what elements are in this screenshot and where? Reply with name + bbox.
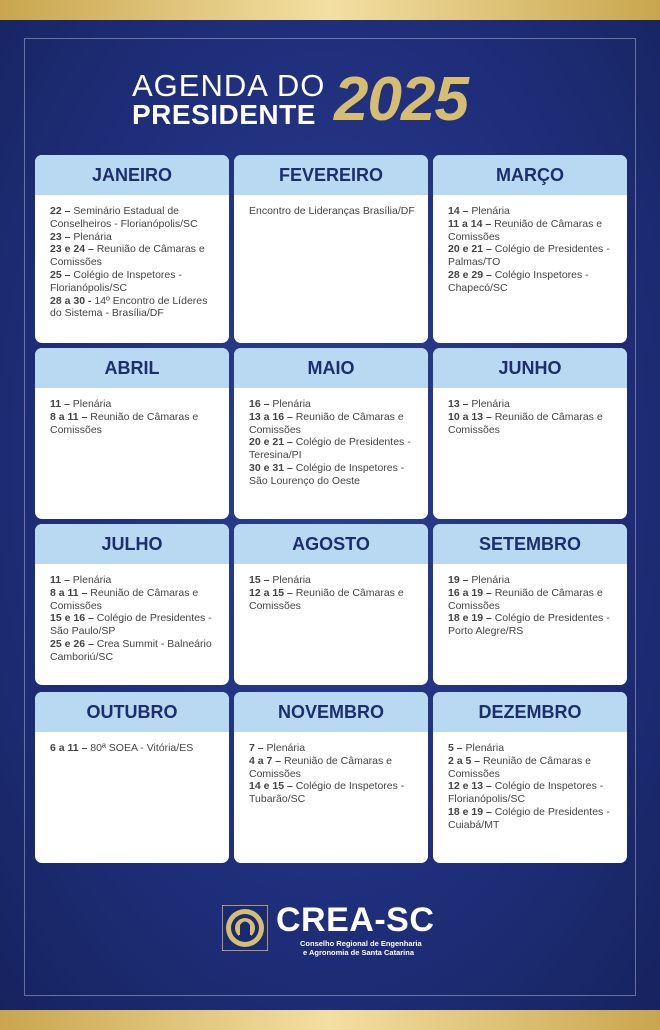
- event-description: 14º Encontro de Líderes do Sistema - Brasília/DF: [50, 294, 208, 320]
- event-entry: [448, 205, 619, 218]
- event-entry: [448, 398, 619, 411]
- event-entry: [249, 462, 420, 488]
- month-card-fevereiro: [234, 155, 428, 343]
- event-description: Plenária: [468, 205, 510, 217]
- month-card-setembro: [433, 524, 627, 685]
- event-entry: [50, 231, 221, 244]
- month-title: MAIO: [234, 348, 428, 388]
- event-description: Plenária: [69, 398, 112, 410]
- event-date: 14 –: [448, 205, 469, 217]
- event-date: 23 e 24 –: [50, 243, 94, 256]
- brand-subtitle-line-1: Conselho Regional de Engenharia: [300, 939, 422, 948]
- event-description: Seminário Estadual de Conselheiros - Florianópolis/SC: [50, 205, 198, 230]
- event-date: 8 a 11 –: [50, 586, 88, 599]
- month-card-outubro: [35, 692, 229, 863]
- event-date: 4 a 7 –: [249, 754, 282, 767]
- event-date: 11 –: [50, 398, 70, 410]
- event-entry: [50, 411, 221, 437]
- month-card-maio: [234, 348, 428, 519]
- event-date: 28 a 30 -: [50, 294, 92, 307]
- event-description: Colégio de Presidentes - Palmas/TO: [448, 243, 610, 269]
- event-entry: [249, 205, 420, 218]
- event-entry: [50, 398, 221, 411]
- month-title: ABRIL: [35, 348, 229, 388]
- top-gold-band: [0, 0, 660, 20]
- event-date: 12 e 13 –: [448, 780, 492, 793]
- brand-subtitle-line-2: e Agronomia de Santa Catarina: [303, 948, 414, 957]
- event-description: Colégio Inspetores - Chapecó/SC: [448, 268, 589, 294]
- month-card-abril: [35, 348, 229, 519]
- event-description: Plenária: [269, 574, 311, 586]
- event-description: Reunião de Câmaras e Comissões: [249, 754, 393, 780]
- event-date: 12 a 15 –: [249, 586, 293, 599]
- month-events: [433, 732, 627, 838]
- event-description: Plenária: [462, 742, 505, 754]
- month-events: [234, 564, 428, 618]
- event-entry: [448, 806, 619, 832]
- event-date: 7 –: [249, 742, 264, 754]
- event-entry: [50, 587, 221, 613]
- event-entry: [50, 269, 221, 295]
- title-year: 2025: [334, 65, 468, 134]
- event-entry: [448, 411, 619, 437]
- event-date: 20 e 21 –: [249, 436, 293, 449]
- event-description: Crea Summit - Balneário Camboriú/SC: [50, 637, 212, 663]
- month-title: JUNHO: [433, 348, 627, 388]
- event-description: Plenária: [468, 398, 510, 410]
- event-date: 8 a 11 –: [50, 410, 88, 423]
- event-date: 15 –: [249, 574, 270, 586]
- month-title: SETEMBRO: [433, 524, 627, 564]
- event-entry: [50, 742, 221, 755]
- event-description: Colégio de Inspetores - Florianópolis/SC: [448, 780, 604, 806]
- event-description: Reunião de Câmaras e Comissões: [249, 586, 404, 612]
- event-entry: [50, 243, 221, 269]
- event-description: Reunião de Câmaras e Comissões: [50, 586, 199, 612]
- crea-sc-seal-icon: [222, 905, 268, 956]
- month-title: MARÇO: [433, 155, 627, 195]
- event-entry: [249, 780, 420, 806]
- event-date: 10 a 13 –: [448, 410, 492, 423]
- event-date: 18 e 19 –: [448, 612, 492, 625]
- month-title: NOVEMBRO: [234, 692, 428, 732]
- event-entry: [249, 411, 420, 437]
- event-entry: [448, 218, 619, 244]
- event-date: 16 –: [249, 398, 270, 410]
- bottom-gold-band: [0, 1010, 660, 1030]
- event-description: Colégio de Presidentes - São Paulo/SP: [50, 612, 212, 638]
- event-description: Colégio de Presidentes - Porto Alegre/RS: [448, 612, 610, 638]
- event-entry: [249, 742, 420, 755]
- event-date: 23 –: [50, 230, 71, 243]
- event-description: Reunião de Câmaras e Comissões: [448, 217, 603, 243]
- event-description: Reunião de Câmaras e Comissões: [448, 754, 592, 780]
- event-date: 19 –: [448, 574, 469, 586]
- event-date: 18 e 19 –: [448, 805, 492, 818]
- event-date: 14 e 15 –: [249, 780, 293, 793]
- event-entry: [448, 269, 619, 295]
- event-description: Colégio de Presidentes - Cuiabá/MT: [448, 805, 610, 831]
- event-entry: [448, 243, 619, 269]
- title-line-2: PRESIDENTE: [132, 99, 316, 130]
- event-date: 11 –: [50, 574, 70, 586]
- event-entry: [249, 574, 420, 587]
- event-description: Colégio de Inspetores - Tubarão/SC: [249, 780, 405, 806]
- month-title: AGOSTO: [234, 524, 428, 564]
- event-date: 20 e 21 –: [448, 243, 492, 256]
- event-description: Reunião de Câmaras e Comissões: [50, 410, 199, 436]
- month-events: [234, 732, 428, 812]
- event-description: Plenária: [69, 574, 112, 586]
- event-entry: [50, 612, 221, 638]
- month-events: [35, 388, 229, 442]
- month-title: JULHO: [35, 524, 229, 564]
- event-entry: [448, 780, 619, 806]
- event-description: Reunião de Câmaras e Comissões: [249, 410, 404, 436]
- event-date: 15 e 16 –: [50, 612, 94, 625]
- event-description: Plenária: [468, 574, 510, 586]
- event-entry: [448, 742, 619, 755]
- month-title: FEVEREIRO: [234, 155, 428, 195]
- event-entry: [448, 587, 619, 613]
- event-date: 6 a 11 –: [50, 742, 88, 754]
- event-date: 25 e 26 –: [50, 637, 94, 650]
- event-entry: [448, 755, 619, 781]
- month-card-junho: [433, 348, 627, 519]
- event-date: 16 a 19 –: [448, 586, 492, 599]
- event-date: 2 a 5 –: [448, 754, 481, 767]
- event-description: Reunião de Câmaras e Comissões: [448, 410, 603, 436]
- event-date: 30 e 31 –: [249, 461, 293, 474]
- month-card-dezembro: [433, 692, 627, 863]
- month-events: [234, 388, 428, 494]
- event-description: Encontro de Lideranças Brasília/DF: [249, 205, 415, 217]
- event-description: Reunião de Câmaras e Comissões: [50, 243, 205, 269]
- month-card-agosto: [234, 524, 428, 685]
- event-date: 11 a 14 –: [448, 217, 492, 230]
- event-entry: [448, 574, 619, 587]
- event-description: Colégio de Presidentes - Teresina/PI: [249, 436, 411, 462]
- event-entry: [249, 587, 420, 613]
- event-entry: [448, 612, 619, 638]
- event-entry: [50, 295, 221, 321]
- month-events: [433, 564, 627, 644]
- month-card-novembro: [234, 692, 428, 863]
- event-date: 13 a 16 –: [249, 410, 293, 423]
- event-description: Reunião de Câmaras e Comissões: [448, 586, 603, 612]
- month-events: [433, 388, 627, 442]
- month-events: [35, 732, 229, 761]
- event-description: Plenária: [269, 398, 311, 410]
- event-description: Colégio de Inspetores - São Lourenço do Oeste: [249, 461, 405, 487]
- month-title: OUTUBRO: [35, 692, 229, 732]
- month-card-julho: [35, 524, 229, 685]
- month-events: [433, 195, 627, 301]
- brand-name: CREA-SC: [276, 901, 435, 939]
- event-entry: [50, 638, 221, 664]
- event-entry: [249, 436, 420, 462]
- event-entry: [50, 574, 221, 587]
- month-events: [35, 195, 229, 326]
- event-description: Plenária: [70, 230, 112, 243]
- month-title: JANEIRO: [35, 155, 229, 195]
- event-date: 22 –: [50, 205, 71, 217]
- event-description: Colégio de Inspetores - Florianópolis/SC: [50, 268, 182, 294]
- month-card-janeiro: [35, 155, 229, 343]
- month-card-março: [433, 155, 627, 343]
- event-date: 13 –: [448, 398, 469, 410]
- event-description: 80ª SOEA - Vitória/ES: [87, 742, 194, 754]
- event-date: 28 e 29 –: [448, 268, 492, 281]
- title-line-1: AGENDA DO: [132, 68, 326, 103]
- event-description: Plenária: [263, 742, 306, 754]
- event-entry: [249, 398, 420, 411]
- month-events: [35, 564, 229, 670]
- event-entry: [50, 205, 221, 231]
- event-date: 25 –: [50, 268, 71, 281]
- month-title: DEZEMBRO: [433, 692, 627, 732]
- event-date: 5 –: [448, 742, 463, 754]
- event-entry: [249, 755, 420, 781]
- month-events: [234, 195, 428, 224]
